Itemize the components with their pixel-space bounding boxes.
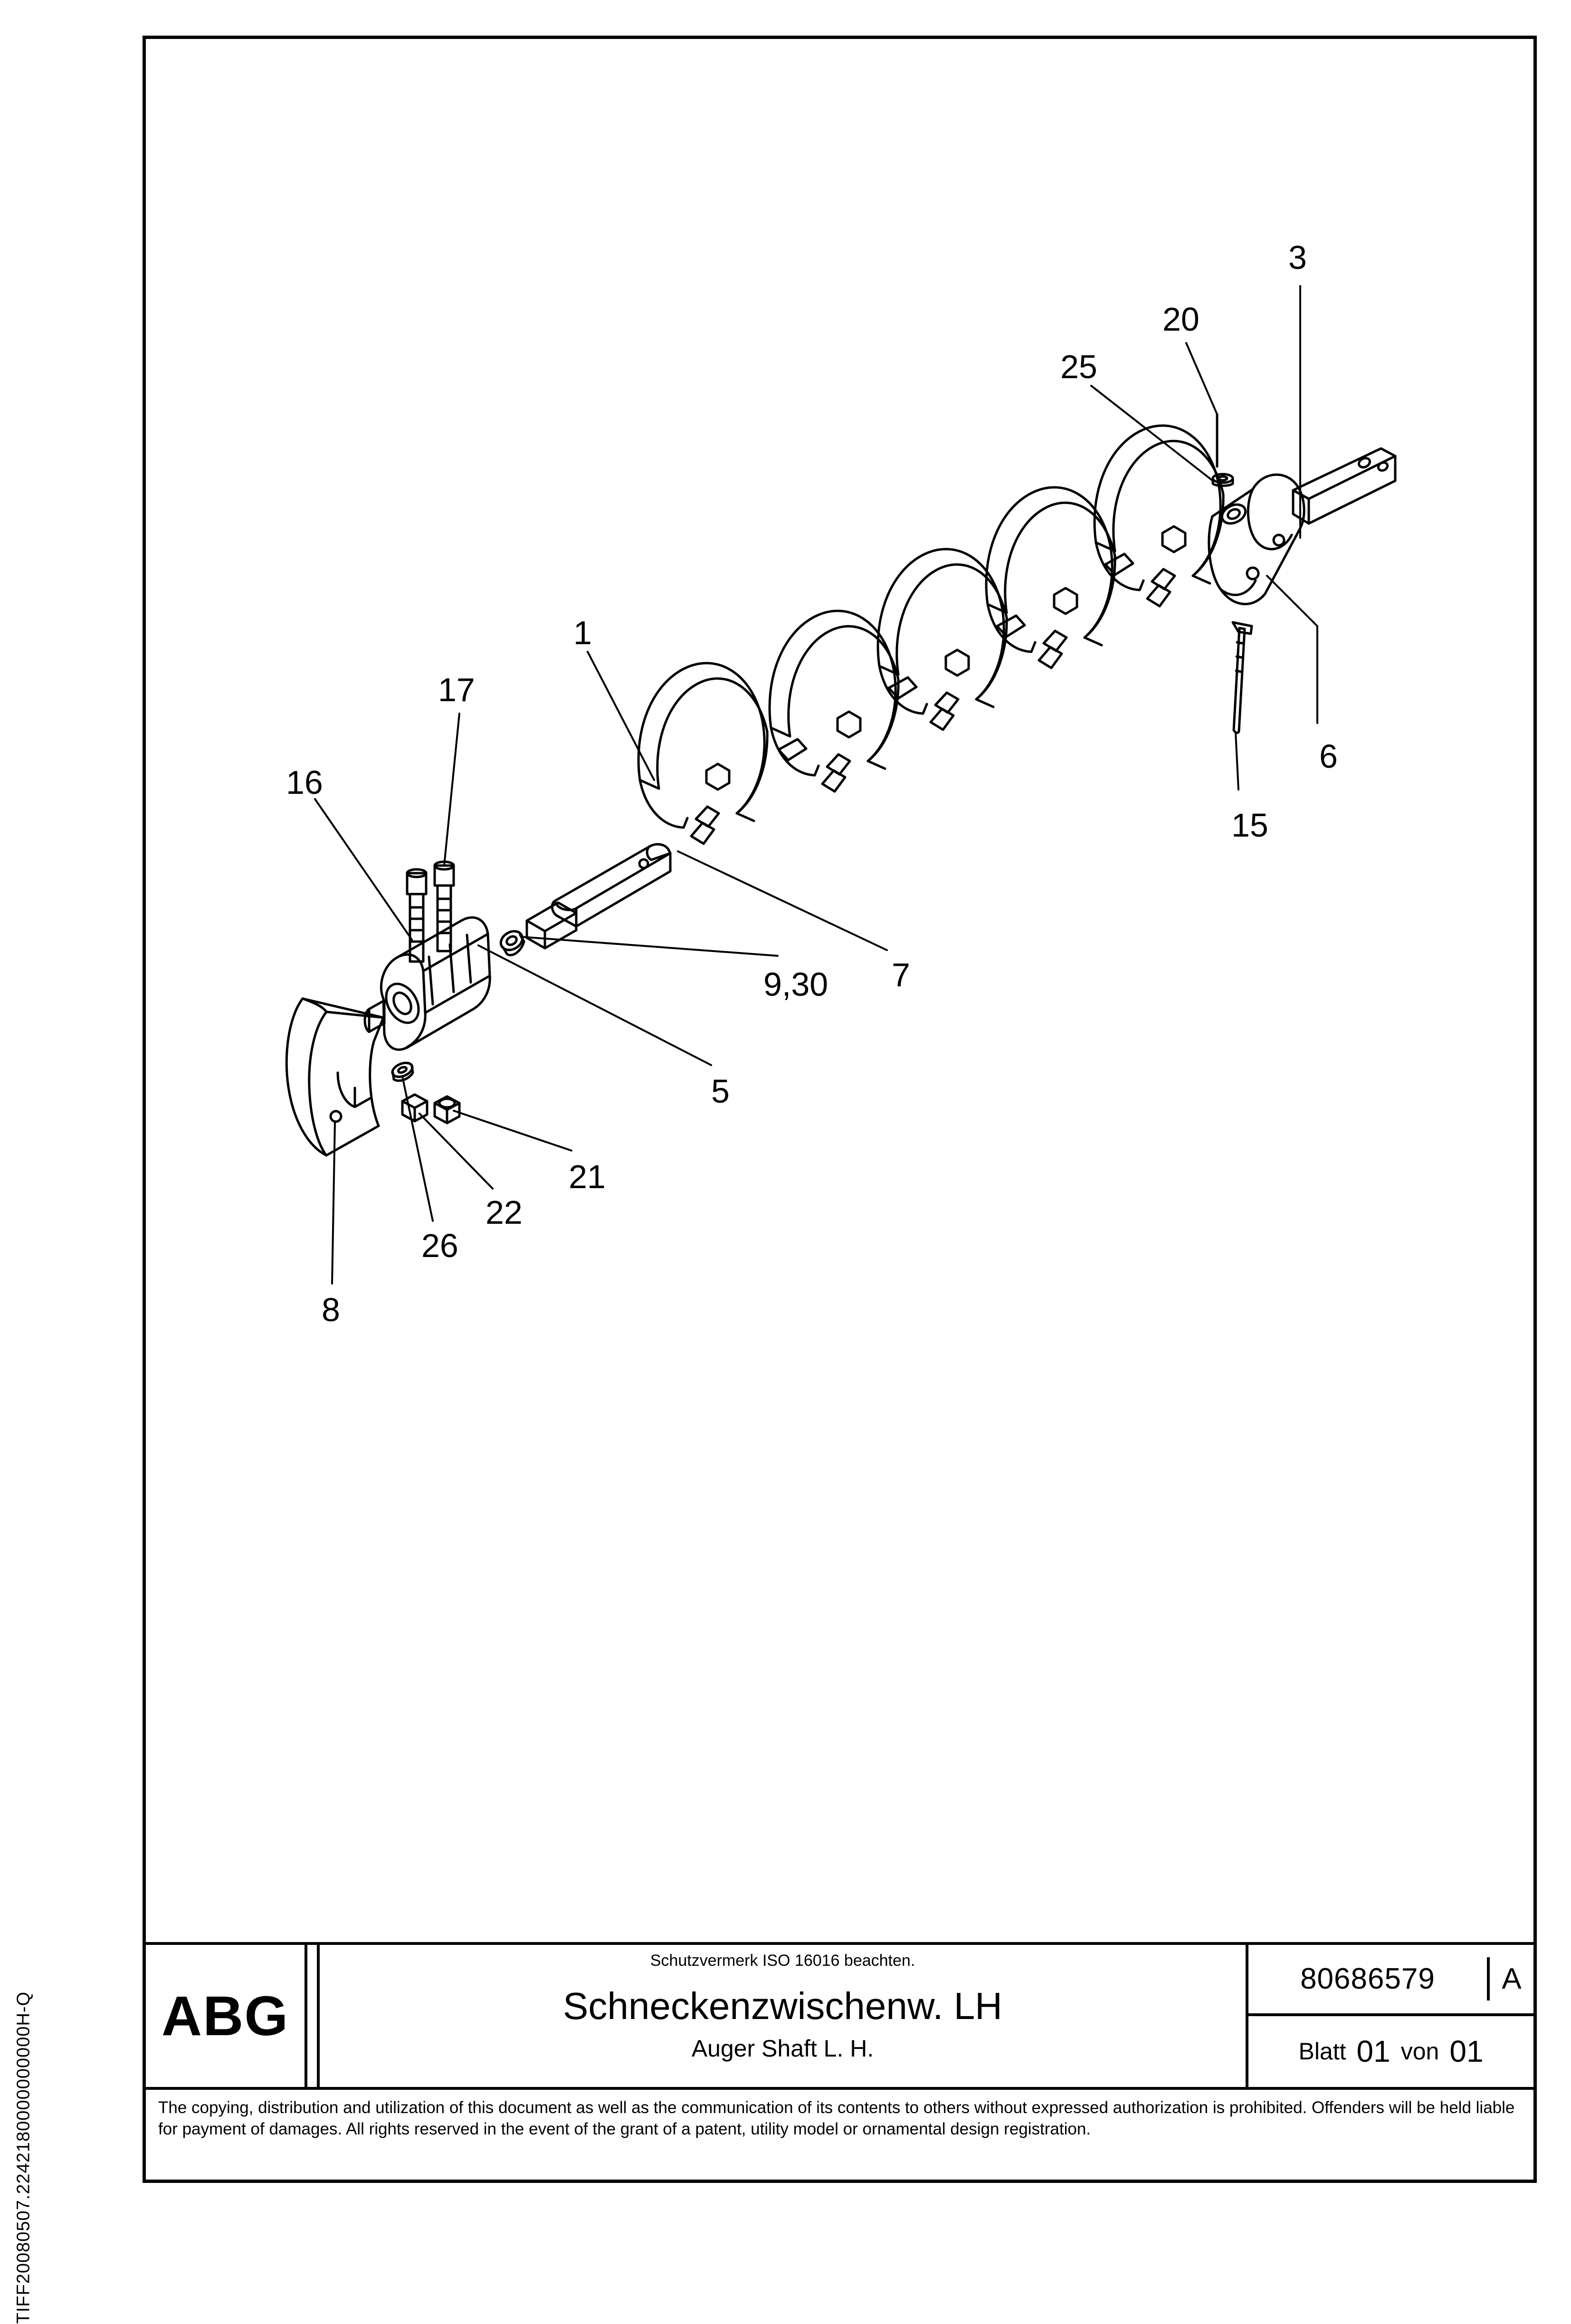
flight-bolt-bosses (691, 569, 1175, 844)
callout-6: 6 (1319, 738, 1338, 775)
drawing-title-de: Schneckenzwischenw. LH (563, 1985, 1002, 2027)
callout-5: 5 (711, 1073, 730, 1110)
callout-3: 3 (1288, 239, 1307, 276)
legal-notice: The copying, distribution and utilization of this document as well as the communication of its contents to others without expressed authorization is prohibited. Offenders will be held liable for payment of damages. All rights reserved in the event of the grant of a patent, utility model or ornamental design registration. (158, 2098, 1515, 2138)
sheet-number: 01 (1356, 2034, 1390, 2069)
left-margin-annotation (0, 0, 43, 2324)
callout-22: 22 (486, 1194, 523, 1231)
of-label: von (1400, 2038, 1439, 2065)
sheet-row (1248, 2016, 1533, 2087)
abg-logo (146, 1945, 307, 2087)
left-hub-housing (380, 917, 490, 1049)
exploded-assembly-drawing (146, 39, 1533, 1873)
callout-17: 17 (438, 671, 475, 708)
callout-1: 1 (573, 614, 592, 651)
callout-16: 16 (286, 764, 323, 801)
fastener-cluster-lower-left (390, 1060, 459, 1123)
bolt-16 (407, 869, 426, 962)
callout-20: 20 (1162, 301, 1200, 338)
auger-flight-1 (638, 663, 767, 828)
title-block (146, 1942, 1533, 2180)
auger-shaft-7 (552, 844, 670, 926)
callout-8: 8 (322, 1291, 340, 1328)
callout-15: 15 (1231, 807, 1268, 844)
title-block-right (1248, 1945, 1533, 2087)
washer-9-30 (497, 927, 526, 955)
callout-25: 25 (1060, 348, 1097, 385)
callout-7: 7 (892, 956, 910, 993)
protection-note: Schutzvermerk ISO 16016 beachten. (650, 1952, 915, 1970)
abg-logo-text: ABG (161, 1984, 289, 2048)
callout-21: 21 (569, 1158, 606, 1195)
bolt-17 (435, 862, 454, 951)
bolt-15 (1233, 622, 1252, 733)
callout-9-30: 9,30 (763, 966, 828, 1003)
title-block-spacer-column (307, 1945, 320, 2087)
drive-shaft-stub (1293, 448, 1395, 524)
drawing-number-row (1248, 1945, 1533, 2016)
flight-wear-tips (779, 554, 1133, 760)
leader-lines (315, 286, 1317, 1284)
drawing-title-en: Auger Shaft L. H. (691, 2035, 874, 2062)
tiff-reference-text: TIFF20080507.2242180000000000H-Q (13, 1991, 34, 2324)
auger-flight-2 (770, 611, 898, 775)
sheet-label: Blatt (1298, 2038, 1346, 2065)
drawing-frame (143, 36, 1537, 2183)
drawing-number: 80686579 (1248, 1957, 1490, 2000)
revision-index: A (1502, 1962, 1522, 1996)
title-block-upper (146, 1945, 1533, 2090)
title-block-center (320, 1945, 1248, 2087)
callout-26: 26 (421, 1227, 458, 1264)
sheet-total: 01 (1449, 2034, 1484, 2069)
